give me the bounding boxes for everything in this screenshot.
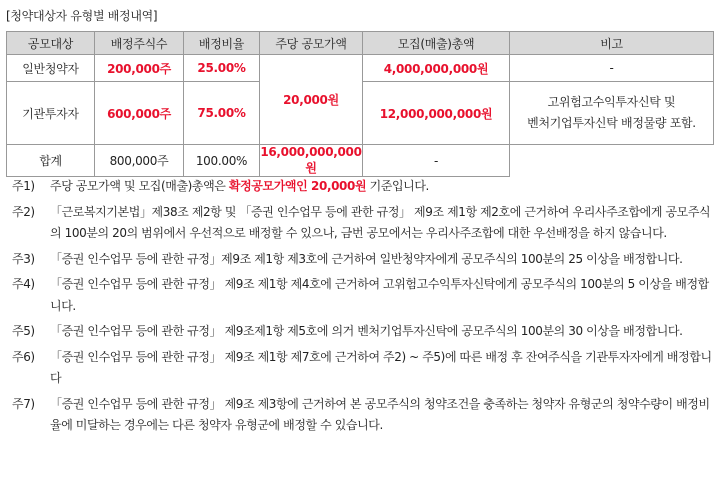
footnote-1	[6, 176, 713, 198]
footnote-4	[6, 274, 713, 317]
cell-note: -	[510, 55, 714, 82]
cell-shares: 800,000주	[95, 145, 184, 177]
footnote-5	[6, 321, 713, 343]
cell-total: 4,000,000,000원	[363, 55, 510, 82]
cell-total: 16,000,000,000원	[260, 145, 362, 175]
footnote-highlight: 확정공모가액인 20,000원	[228, 179, 367, 193]
table-total-row	[7, 145, 714, 177]
cell-shares: 600,000주	[95, 82, 184, 145]
footnote-2	[6, 202, 713, 245]
footnote-label: 주2)	[12, 204, 35, 219]
footnote-6	[6, 347, 713, 390]
footnotes	[6, 176, 713, 441]
footnote-text: 「증권 인수업무 등에 관한 규정」 제9조 제1항 제4호에 근거하여 고위험고수익투자신탁에게 공모주식의 100분의 5 이상을 배정합니다.	[50, 277, 709, 313]
footnote-text: 「증권 인수업무 등에 관한 규정」 제9조 제1항 제7호에 근거하여 주2) ~ 주5)에 따른 배정 후 잔여주식을 기관투자자에게 배정합니다	[50, 349, 712, 385]
cell-note-line1: 고위험고수익투자신탁 및	[547, 95, 676, 109]
footnote-label: 주1)	[12, 179, 35, 193]
footnote-7	[6, 394, 713, 437]
header-total: 모집(매출)총액	[363, 32, 510, 55]
header-price: 주당 공모가액	[260, 32, 363, 55]
header-shares: 배정주식수	[95, 32, 184, 55]
cell-target: 기관투자자	[7, 82, 95, 145]
header-ratio: 배정비율	[184, 32, 260, 55]
footnote-text: 「증권 인수업무 등에 관한 규정」 제9조제1항 제5호에 의거 벤처기업투자신탁에 공모주식의 100분의 30 이상을 배정합니다.	[50, 324, 683, 338]
cell-total: 12,000,000,000원	[363, 82, 510, 145]
cell-price: 20,000원	[260, 55, 363, 145]
cell-note	[510, 82, 714, 145]
cell-ratio: 75.00%	[184, 82, 260, 145]
footnote-label: 주5)	[12, 324, 35, 338]
table-row	[7, 55, 714, 82]
footnote-label: 주7)	[12, 396, 35, 411]
table-header-row	[7, 32, 714, 55]
cell-target: 합계	[7, 145, 95, 177]
footnote-text: 「증권 인수업무 등에 관한 규정」제9조 제1항 제3호에 근거하여 일반청약자에게 공모주식의 100분의 25 이상을 배정합니다.	[50, 251, 683, 266]
header-target: 공모대상	[7, 32, 95, 55]
footnote-text: 「증권 인수업무 등에 관한 규정」 제9조 제3항에 근거하여 본 공모주식의 청약조건을 충족하는 청약자 유형군의 청약수량이 배정비율에 미달하는 경우에는 다른 청약자 유형군에 배정할 수 있습니다.	[50, 396, 710, 432]
footnote-label: 주3)	[12, 251, 35, 266]
cell-shares: 200,000주	[95, 55, 184, 82]
cell-note: -	[363, 145, 510, 177]
section-title: [청약대상자 유형별 배정내역]	[6, 9, 158, 23]
header-note: 비고	[510, 32, 714, 55]
footnote-text-post: 기준입니다.	[366, 179, 429, 193]
footnote-text	[50, 176, 713, 198]
cell-ratio: 25.00%	[184, 55, 260, 82]
footnote-label: 주4)	[12, 277, 35, 291]
cell-note-line2: 벤처기업투자신탁 배정물량 포함.	[527, 116, 696, 130]
footnote-text: 「근로복지기본법」제38조 제2항 및 「증권 인수업무 등에 관한 규정」 제9조 제1항 제2호에 근거하여 우리사주조합에게 공모주식의 100분의 20의 범위에서 우선적으로 배정할 수 있으나, 금번 공모에서는 우리사주조합에 대한 우선배정을 하지 않습니다.	[50, 204, 711, 240]
cell-ratio: 100.00%	[184, 145, 260, 177]
footnote-3	[6, 249, 713, 271]
footnote-label: 주6)	[12, 349, 35, 364]
allocation-table	[6, 31, 714, 177]
footnote-text-pre: 주당 공모가액 및 모집(매출)총액은	[50, 179, 229, 193]
cell-target: 일반청약자	[7, 55, 95, 82]
